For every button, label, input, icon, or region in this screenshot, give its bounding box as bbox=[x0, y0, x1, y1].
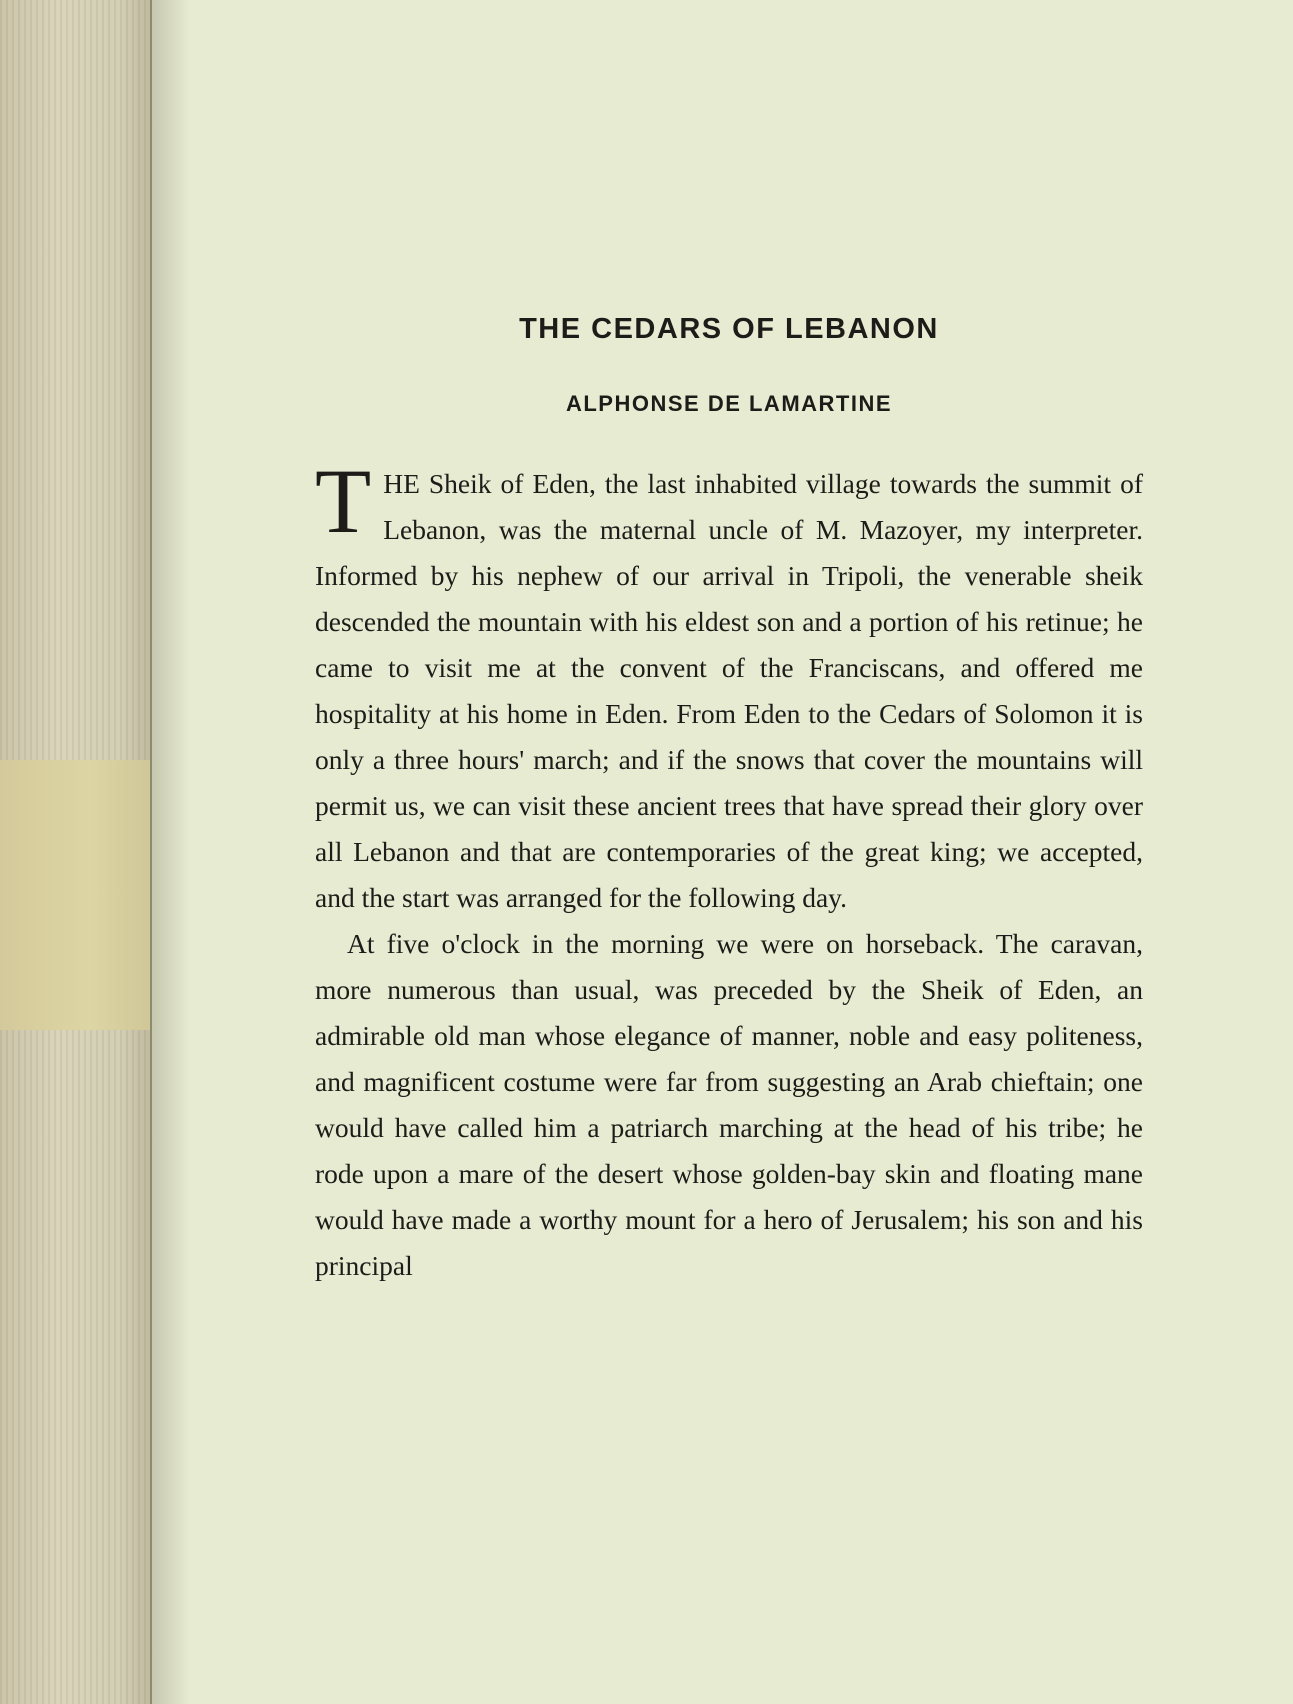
body-text bbox=[315, 450, 1143, 1289]
paragraph-1 bbox=[315, 450, 1143, 921]
author-name: ALPHONSE DE LAMARTINE bbox=[565, 391, 893, 416]
book-page bbox=[315, 300, 1143, 1289]
gutter-shadow bbox=[150, 0, 190, 1704]
paragraph-2: At five o'clock in the morning we were on horseback. The caravan, more numerous than usual, was preceded by the Sheik of Eden, an admirable old man whose elegance of manner, noble and easy politeness, and magnificent costume were far from suggesting an Arab chieftain; one would have called him a patriarch marching at the head of his tribe; he rode upon a mare of the desert whose golden-bay skin and floating mane would have made a worthy mount for a hero of Jerusalem; his son and his principal bbox=[315, 928, 1143, 1281]
paragraph-1-text: HE Sheik of Eden, the last inhabited village towards the summit of Lebanon, was the maternal uncle of M. Mazoyer, my interpreter. Informed by his nephew of our arrival in Tripoli, the venerable sheik descended the mountain with his eldest son and a portion of his retinue; he came to visit me at the convent of the Franciscans, and offered me hospitality at his home in Eden. From Eden to the Cedars of Solomon it is only a three hours' march; and if the snows that cover the mountains will permit us, we can visit these ancient trees that have spread their glory over all Lebanon and that are contemporaries of the great king; we accepted, and the start was arranged for the following day. bbox=[315, 468, 1143, 913]
drop-cap: T bbox=[315, 450, 372, 552]
chapter-title: THE CEDARS OF LEBANON bbox=[519, 313, 939, 345]
page-edge-stain bbox=[0, 760, 150, 1030]
